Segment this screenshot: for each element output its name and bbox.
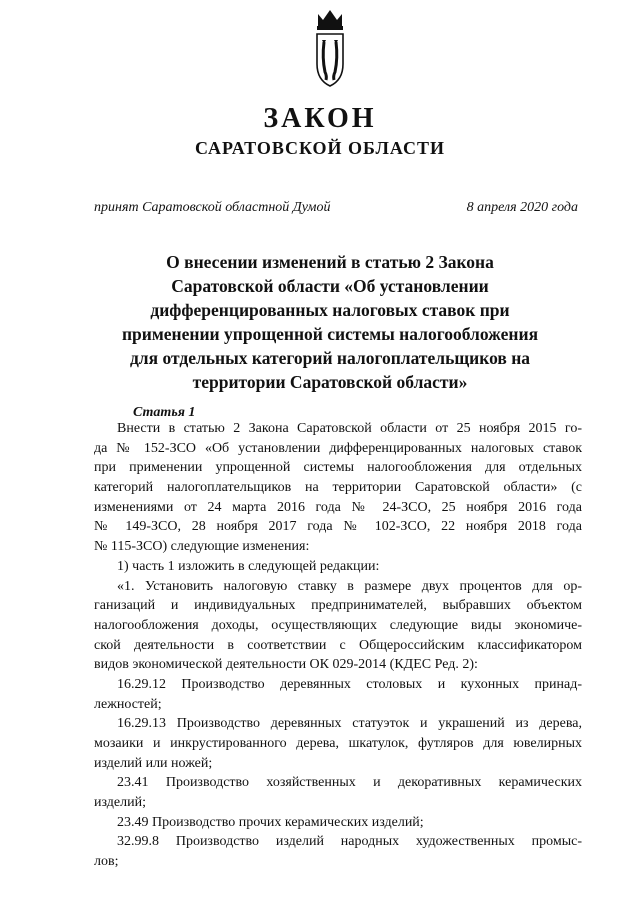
document-title: ЗАКОН — [263, 103, 377, 134]
body-line: № 149-ЗСО, 28 ноября 2017 года № 102-ЗСО, 22 ноября 2018 года — [94, 519, 582, 535]
body-line: 23.41 Производство хозяйственных и декоративных керамических — [117, 775, 582, 791]
heading-line: территории Саратовской области» — [192, 372, 468, 392]
body-line: при применении упрощенной системы налогообложения для отдельных — [94, 460, 582, 476]
heading-line: О внесении изменений в статью 2 Закона — [166, 252, 494, 272]
body-line: лов; — [94, 854, 119, 870]
coat-of-arms-icon — [313, 8, 347, 88]
article-body — [94, 419, 582, 872]
body-line: налогообложения доходы, осуществляющих следующие виды экономиче- — [94, 617, 582, 633]
body-line: ской деятельности в соответствии с Общероссийским классификатором — [94, 637, 582, 653]
heading-line: применении упрощенной системы налогообложения — [121, 324, 539, 344]
heading-line: Саратовской области «Об установлении — [171, 276, 489, 296]
body-line: 16.29.13 Производство деревянных статуэток и украшений из дерева, — [117, 716, 582, 732]
law-heading — [70, 250, 590, 394]
body-line: мозаики и инкрустированного дерева, шкатулок, футляров для ювелирных — [94, 736, 582, 751]
body-line: да № 152-ЗСО «Об установлении дифференцированных налоговых ставок — [94, 440, 582, 456]
heading-line: для отдельных категорий налогоплательщиков на — [129, 348, 531, 368]
body-line: 23.49 Производство прочих керамических изделий; — [117, 814, 424, 830]
body-line: видов экономической деятельности ОК 029-2014 (КДЕС Ред. 2): — [94, 657, 478, 673]
body-line: 16.29.12 Производство деревянных столовых и кухонных принад- — [117, 676, 582, 692]
article-label: Статья 1 — [133, 405, 196, 420]
heading-line: дифференцированных налоговых ставок при — [150, 300, 510, 320]
adopted-date: 8 апреля 2020 года — [466, 200, 578, 215]
body-line: «1. Установить налоговую ставку в размере двух процентов для ор- — [117, 578, 582, 594]
document-subtitle: САРАТОВСКОЙ ОБЛАСТИ — [194, 138, 446, 158]
body-line: ганизаций и индивидуальных предпринимателей, выбравших объектом — [94, 598, 582, 614]
body-line: № 115-ЗСО) следующие изменения: — [94, 539, 310, 555]
body-line: 1) часть 1 изложить в следующей редакции: — [117, 558, 380, 574]
body-line: лежностей; — [94, 696, 162, 712]
body-line: категорий налогоплательщиков на территории Саратовской области» (с — [94, 480, 582, 496]
body-line: Внести в статью 2 Закона Саратовской области от 25 ноября 2015 го- — [117, 421, 582, 436]
adopted-by: принят Саратовской областной Думой — [94, 200, 331, 215]
body-line: изделий; — [94, 795, 146, 811]
body-line: изменениями от 24 марта 2016 года № 24-ЗСО, 25 ноября 2016 года — [94, 499, 582, 515]
body-line: изделий или ножей; — [94, 755, 213, 771]
body-line: 32.99.8 Производство изделий народных художественных промыс- — [117, 834, 582, 850]
